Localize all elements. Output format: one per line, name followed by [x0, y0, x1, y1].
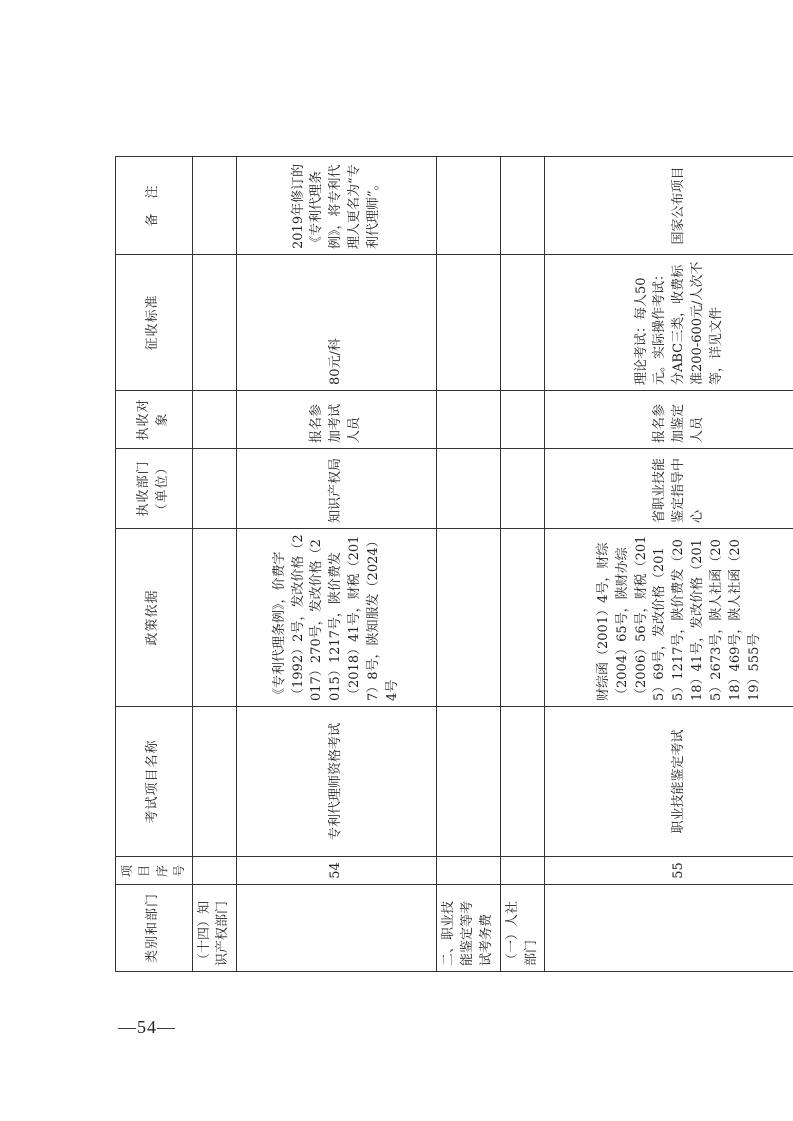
table-row — [437, 157, 501, 972]
fee-table — [115, 156, 793, 972]
header-category: 类别和部门 — [116, 885, 193, 972]
page-number: —54— — [118, 1017, 176, 1037]
cell-remark: 国家公布项目 — [545, 157, 793, 255]
cell-remark: 2019年修订的《专利代理条例》，将专利代理人更名为“专利代理师”。 — [237, 157, 437, 255]
cell-payer — [500, 391, 545, 449]
header-policy: 政策依据 — [116, 529, 193, 707]
cell-policy — [500, 529, 545, 707]
cell-dept — [437, 449, 501, 529]
cell-standard — [500, 255, 545, 391]
cell-standard — [192, 255, 237, 391]
cell-payer: 报名参加鉴定人员 — [545, 391, 793, 449]
cell-remark — [437, 157, 501, 255]
table-row — [237, 157, 437, 972]
cell-name — [192, 707, 237, 857]
cell-seq: 54 — [237, 857, 437, 885]
table-row — [545, 157, 793, 972]
cell-remark — [500, 157, 545, 255]
cell-category — [237, 885, 437, 972]
cell-standard: 理论考试：每人50元。实际操作考试：分ABC三类，收费标准200-600元/人次不等，详见文件 — [545, 255, 793, 391]
cell-standard — [437, 255, 501, 391]
cell-category: （一）人社部门 — [500, 885, 545, 972]
cell-dept: 知识产权局 — [237, 449, 437, 529]
table-row — [192, 157, 237, 972]
cell-policy — [437, 529, 501, 707]
cell-category: 二、职业技能鉴定等考试考务费 — [437, 885, 501, 972]
cell-name — [500, 707, 545, 857]
cell-category — [545, 885, 793, 972]
cell-name — [437, 707, 501, 857]
header-dept: 执收部门（单位） — [116, 449, 193, 529]
cell-dept — [192, 449, 237, 529]
header-payer: 执收对象 — [116, 391, 193, 449]
cell-name: 专利代理师资格考试 — [237, 707, 437, 857]
header-remark: 备 注 — [116, 157, 193, 255]
header-row — [116, 157, 193, 972]
cell-policy — [192, 529, 237, 707]
cell-policy: 财综函（2001）4号，财综（2004）65号，陕财办综（2006）56号，财税（2015）69号，发改价格（2015）1217号，陕价费发（2018）41号，发改价格（2015）2673号，陕人社函（2018）469号，陕人社函（2019）555号 — [545, 529, 793, 707]
table-row — [500, 157, 545, 972]
cell-payer — [192, 391, 237, 449]
cell-remark — [192, 157, 237, 255]
cell-dept: 省职业技能鉴定指导中心 — [545, 449, 793, 529]
cell-name: 职业技能鉴定考试 — [545, 707, 793, 857]
cell-seq: 55 — [545, 857, 793, 885]
cell-dept — [500, 449, 545, 529]
header-standard: 征收标准 — [116, 255, 193, 391]
cell-standard: 80元/科 — [237, 255, 437, 391]
cell-category: （十四）知识产权部门 — [192, 885, 237, 972]
header-name: 考试项目名称 — [116, 707, 193, 857]
cell-seq — [500, 857, 545, 885]
cell-seq — [192, 857, 237, 885]
cell-seq — [437, 857, 501, 885]
rotated-table-wrapper — [115, 157, 793, 972]
cell-policy: 《专利代理条例》，价费字（1992）2号，发改价格（2017）270号，发改价格（2015）1217号，陕价费发（2018）41号，财税（2017）8号，陕知服发（2024）4号 — [237, 529, 437, 707]
header-seq: 项目序号 — [116, 857, 193, 885]
cell-payer: 报名参加考试人员 — [237, 391, 437, 449]
cell-payer — [437, 391, 501, 449]
